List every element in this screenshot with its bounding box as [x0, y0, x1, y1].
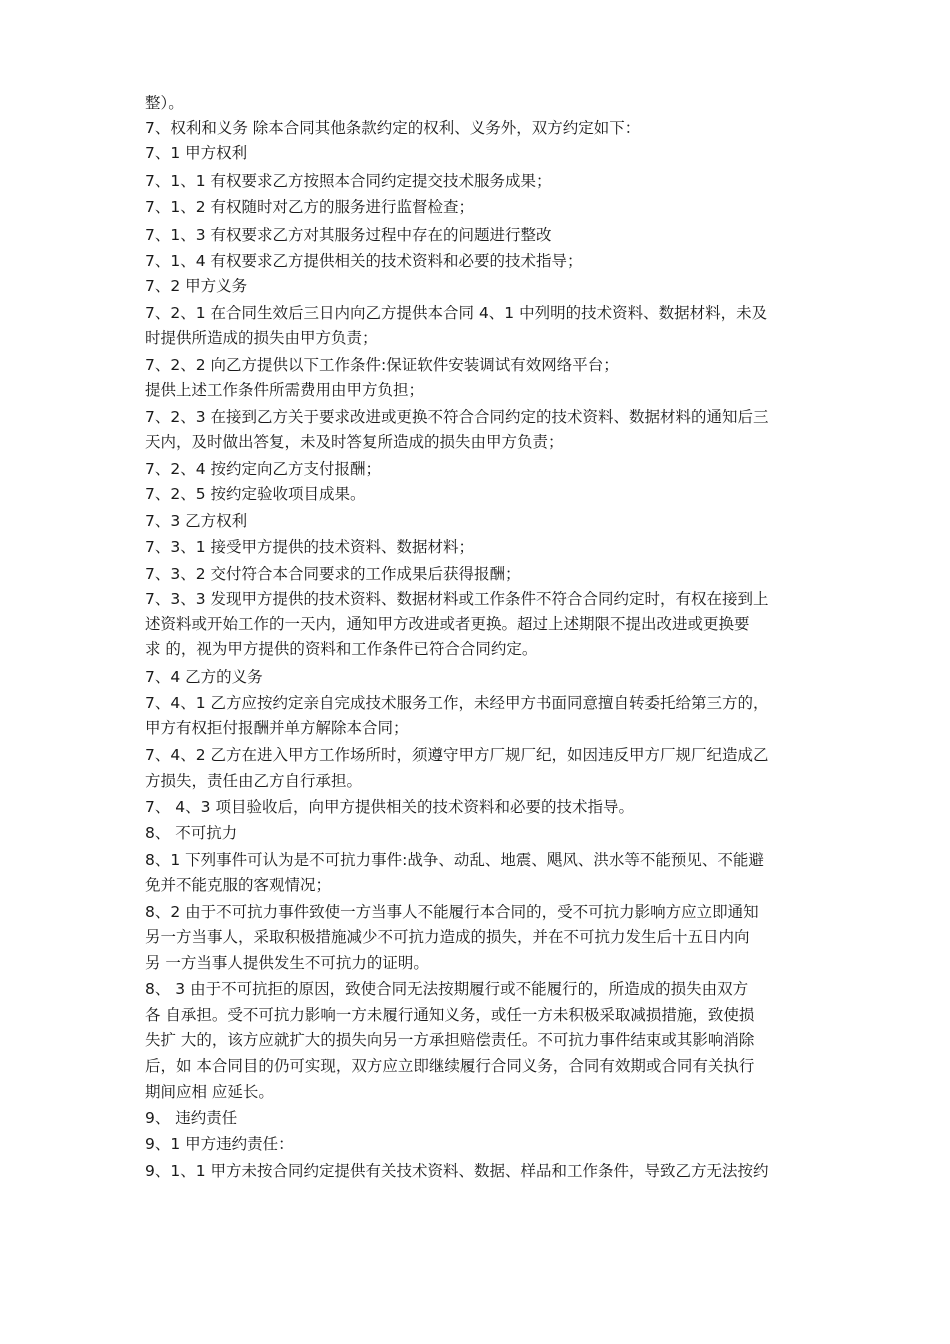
- text-line: 8、 不可抗力: [145, 824, 238, 842]
- text-line: 方损失，责任由乙方自行承担。: [145, 772, 363, 790]
- text-line: 7、3、2 交付符合本合同要求的工作成果后获得报酬；: [145, 565, 521, 583]
- text-line: 7、权利和义务 除本合同其他条款约定的权利、义务外，双方约定如下：: [145, 119, 641, 137]
- text-line: 时提供所造成的损失由甲方负责；: [145, 329, 378, 347]
- text-line: 7、2、1 在合同生效后三日内向乙方提供本合同 4、1 中列明的技术资料、数据材料，未及: [145, 304, 768, 322]
- text-line: 7、1 甲方权利: [145, 144, 248, 162]
- text-line: 期间应相 应延长。: [145, 1083, 274, 1101]
- text-line: 7、3、3 发现甲方提供的技术资料、数据材料或工作条件不符合合同约定时，有权在接到上: [145, 590, 769, 608]
- text-line: 7、 4、3 项目验收后，向甲方提供相关的技术资料和必要的技术指导。: [145, 798, 634, 816]
- text-line: 9、1、1 甲方未按合同约定提供有关技术资料、数据、样品和工作条件，导致乙方无法按约: [145, 1162, 769, 1180]
- text-line: 9、1 甲方违约责任：: [145, 1135, 294, 1153]
- text-line: 7、2、2 向乙方提供以下工作条件:保证软件安装调试有效网络平台；: [145, 356, 619, 374]
- text-line: 8、2 由于不可抗力事件致使一方当事人不能履行本合同的，受不可抗力影响方应立即通知: [145, 903, 759, 921]
- text-line: 7、2 甲方义务: [145, 277, 248, 295]
- text-line: 7、1、1 有权要求乙方按照本合同约定提交技术服务成果；: [145, 172, 552, 190]
- text-line: 8、1 下列事件可认为是不可抗力事件:战争、动乱、地震、飓风、洪水等不能预见、不能避: [145, 851, 764, 869]
- text-line: 7、3 乙方权利: [145, 512, 248, 530]
- text-line: 天内，及时做出答复，未及时答复所造成的损失由甲方负责；: [145, 433, 564, 451]
- text-line: 述资料或开始工作的一天内，通知甲方改进或者更换。超过上述期限不提出改进或更换要: [145, 615, 750, 633]
- text-line: 7、4、2 乙方在进入甲方工作场所时，须遵守甲方厂规厂纪，如因违反甲方厂规厂纪造成乙: [145, 746, 769, 764]
- text-line: 另一方当事人，采取积极措施减少不可抗力造成的损失，并在不可抗力发生后十五日内向: [145, 928, 750, 946]
- text-line: 后，如 本合同目的仍可实现，双方应立即继续履行合同义务，合同有效期或合同有关执行: [145, 1057, 755, 1075]
- text-line: 8、 3 由于不可抗拒的原因，致使合同无法按期履行或不能履行的，所造成的损失由双方: [145, 980, 749, 998]
- text-line: 7、1、2 有权随时对乙方的服务进行监督检查；: [145, 198, 475, 216]
- text-line: 7、2、4 按约定向乙方支付报酬；: [145, 460, 382, 478]
- text-line: 7、1、4 有权要求乙方提供相关的技术资料和必要的技术指导；: [145, 252, 583, 270]
- text-line: 免并不能克服的客观情况；: [145, 876, 332, 894]
- text-line: 失扩 大的，该方应就扩大的损失向另一方承担赔偿责任。不可抗力事件结束或其影响消除: [145, 1031, 755, 1049]
- text-line: 整）。: [145, 94, 184, 112]
- text-line: 7、4 乙方的义务: [145, 668, 263, 686]
- text-line: 提供上述工作条件所需费用由甲方负担；: [145, 381, 425, 399]
- text-line: 求 的，视为甲方提供的资料和工作条件已符合合同约定。: [145, 640, 538, 658]
- text-line: 7、2、3 在接到乙方关于要求改进或更换不符合合同约定的技术资料、数据材料的通知后三: [145, 408, 769, 426]
- text-line: 7、4、1 乙方应按约定亲自完成技术服务工作，未经甲方书面同意擅自转委托给第三方的，: [145, 694, 769, 712]
- text-line: 7、2、5 按约定验收项目成果。: [145, 485, 366, 503]
- text-line: 7、3、1 接受甲方提供的技术资料、数据材料；: [145, 538, 475, 556]
- text-line: 另 一方当事人提供发生不可抗力的证明。: [145, 954, 429, 972]
- text-line: 7、1、3 有权要求乙方对其服务过程中存在的问题进行整改: [145, 226, 552, 244]
- text-line: 9、 违约责任: [145, 1109, 238, 1127]
- text-line: 甲方有权拒付报酬并单方解除本合同；: [145, 719, 409, 737]
- text-line: 各 自承担。受不可抗力影响一方未履行通知义务，或任一方未积极采取减损措施，致使损: [145, 1006, 755, 1024]
